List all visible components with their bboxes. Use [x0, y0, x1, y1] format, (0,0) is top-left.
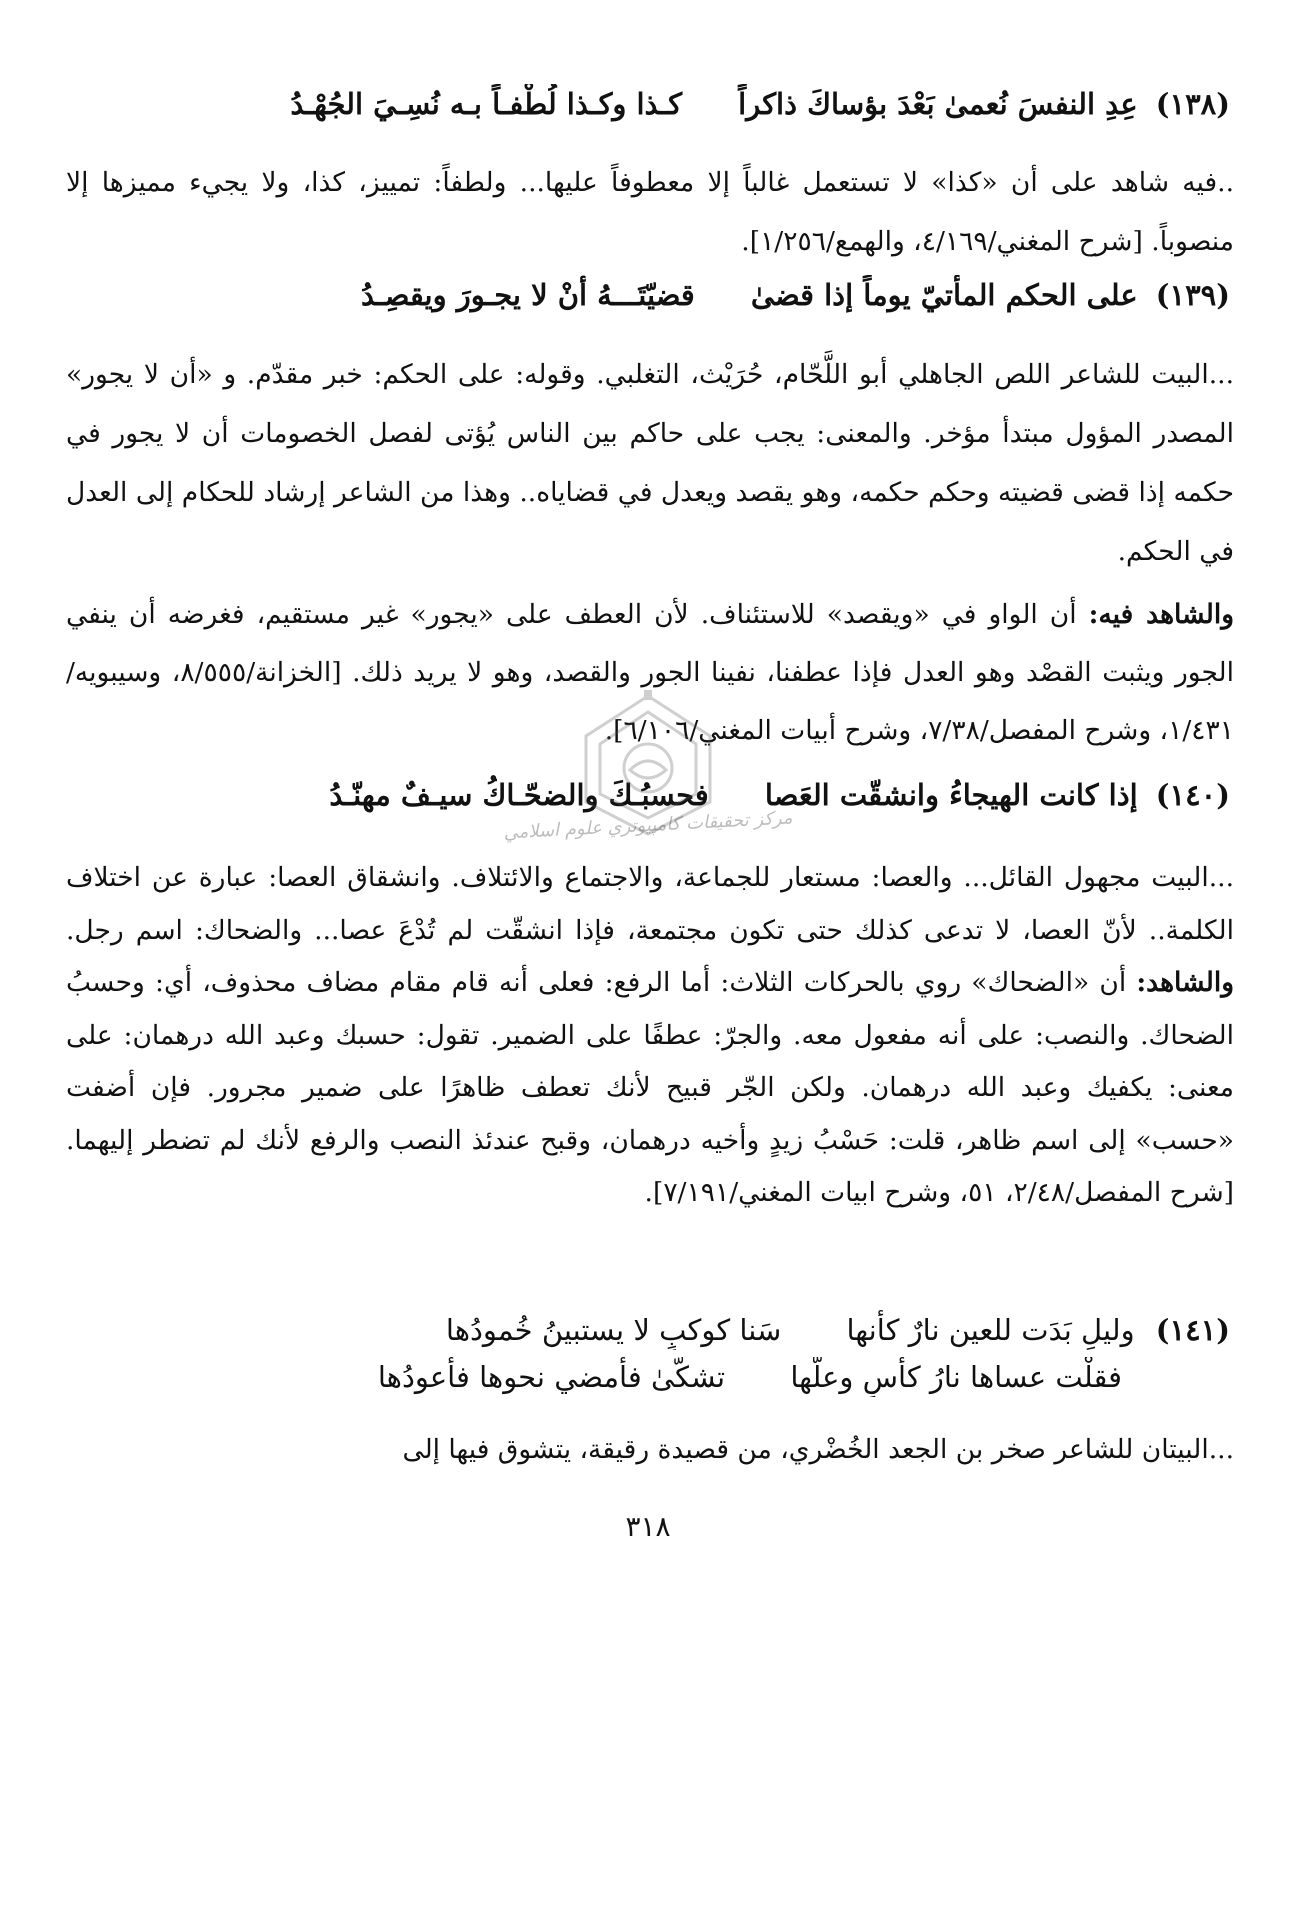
hemistich-right: على الحكم المأتيّ يوماً إذا قضىٰ [750, 278, 1138, 312]
verse-141-line-1 [70, 1310, 1230, 1350]
commentary-paragraph: ...البيتان للشاعر صخر بن الجعد الخُضْري، من قصيدة رقيقة، يتشوق فيها إلى [402, 1434, 1234, 1465]
commentary-139 [66, 345, 1234, 581]
verse-number: (١٤١) [1155, 1313, 1230, 1347]
hemistich-left: تشكّىٰ فأمضي نحوها فأعودُها [377, 1360, 726, 1394]
commentary-paragraph: ..فيه شاهد على أن «كذا» لا تستعمل غالباً إلا معطوفاً عليها... ولطفاً: تمييز، كذا، ولا يجيء مميزها إلا منصوباً. [شرح المغني/٤/١٦٩، والهمع/١/٢٥٦]. [66, 167, 1234, 257]
commentary-138 [66, 153, 1234, 271]
witness-label: والشاهد فيه: [1088, 599, 1234, 630]
witness-text: أن الواو في «ويقصد» للاستئناف. لأن العطف على «يجور» غير مستقيم، فغرضه أن ينفي الجور ويثبت القصْد وهو العدل فإذا عطفنا، نفينا الجور والقصد، وهو لا يريد ذلك. [الخزانة/٨/٥٥٥، وسيبويه/١/٤٣١، وشرح المفصل/٧/٣٨، وشرح أبيات المغني/٦/١٠٦]. [66, 599, 1234, 746]
hemistich-left: قضيّتَـــهُ أنْ لا يجـورَ ويقصِـدُ [361, 278, 695, 312]
verse-number: (١٣٨) [1155, 87, 1230, 121]
verse-139 [70, 275, 1230, 315]
commentary-141 [66, 1420, 1234, 1482]
commentary-paragraph: ...البيت للشاعر اللص الجاهلي أبو اللَّحّام، حُرَيْث، التغلبي. وقوله: على الحكم: خبر مقدّم. و «أن لا يجور» المصدر المؤول مبتدأ مؤخر. والمعنى: يجب على حاكم بين الناس يُؤتى لفصل الخصومات أن لا يجور في حكمه إذا قضى قضيته وحكم حكمه، وهو يقصد ويعدل في قضاياه.. وهذا من الشاعر إرشاد للحكام إلى العدل في الحكم. [66, 359, 1234, 567]
hemistich-right: عِدِ النفسَ نُعمىٰ بَعْدَ بؤساكَ ذاكراً [738, 87, 1138, 121]
commentary-140 [66, 852, 1234, 1324]
verse-number: (١٣٩) [1155, 278, 1230, 312]
watermark-text: مركز تحقيقات كامپيوتري علوم اسلامي [503, 807, 793, 844]
verse-138 [70, 84, 1230, 124]
commentary-part: ...البيت مجهول القائل... والعصا: مستعار للجماعة، والاجتماع والائتلاف. وانشقاق العصا: عبارة عن اختلاف الكلمة.. لأنّ العصا، لا تدعى كذلك حتى تكون مجتمعة، فإذا انشقّت لم تُدْعَ عصا... والضحاك: اسم رجل. [66, 862, 1234, 946]
page-number: ٣١٨ [625, 1510, 671, 1543]
hemistich-left: كـذا وكـذا لُطْفـاً بـه نُسِـيَ الجُهْـدُ [290, 87, 683, 121]
commentary-part: أن «الضحاك» روي بالحركات الثلاث: أما الرفع: فعلى أنه قام مقام مضاف محذوف، أي: وحسبُ الضحاك. والنصب: على أنه مفعول معه. والجرّ: عطفًا على الضمير. تقول: حسبك وعبد الله درهمان: على معنى: يكفيك وعبد الله درهمان. ولكن الجّر قبيح لأنك تعطف ظاهرًا على ضمير مجرور. فإن أضفت «حسب» إلى اسم ظاهر، قلت: حَسْبُ زيدٍ وأخيه درهمان، وقبح عندئذ النصب والرفع لأنك لم تضطر إليهما. [شرح المفصل/٢/٤٨، ٥١، وشرح ابيات المغني/٧/١٩١]. [66, 967, 1234, 1208]
verse-141-line-2 [70, 1357, 1230, 1397]
hemistich-left: فحسبُـكَ والضحّـاكُ سيـفٌ مهنّـدُ [329, 778, 709, 812]
hemistich-right: فقلْت عساها نارُ كأسٍ وعلّها [790, 1360, 1122, 1394]
hemistich-right: إذا كانت الهيجاءُ وانشقّت العَصا [764, 778, 1138, 812]
verse-number: (١٤٠) [1155, 778, 1230, 812]
hemistich-left: سَنا كوكبٍ لا يستبينُ خُمودُها [445, 1313, 782, 1347]
hemistich-right: وليلٍ بَدَت للعين نارٌ كأنها [846, 1313, 1135, 1347]
witness-label: والشاهد: [1136, 967, 1234, 998]
